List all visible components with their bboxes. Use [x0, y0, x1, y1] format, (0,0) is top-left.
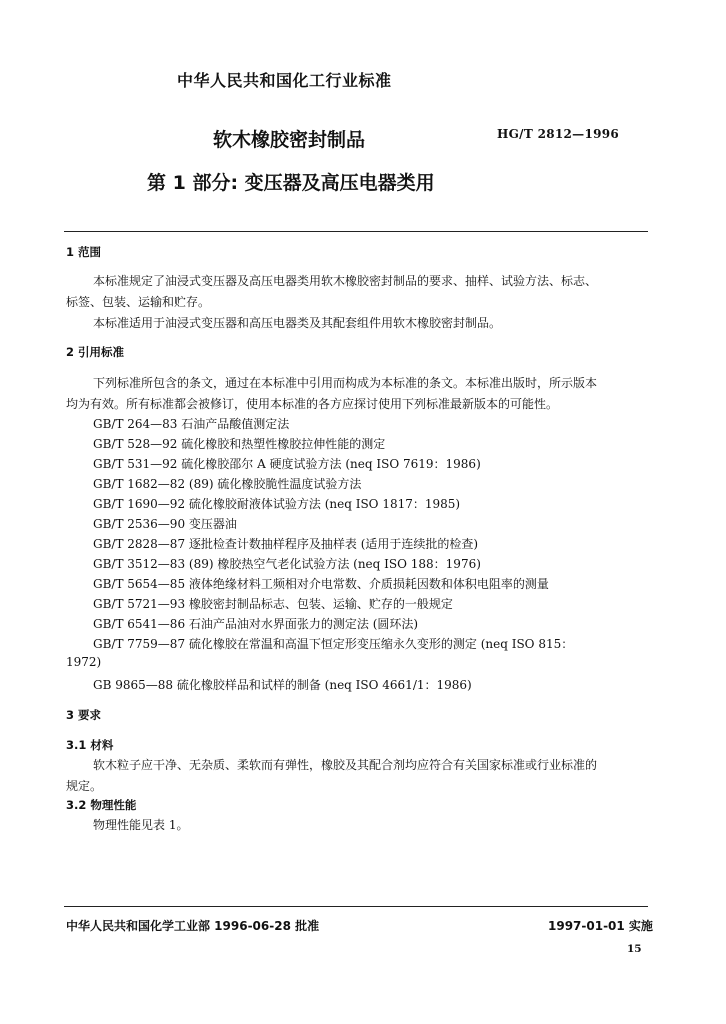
header-divider — [64, 231, 648, 232]
document-title: 软木橡胶密封制品 — [213, 129, 366, 151]
approval-line: 中华人民共和国化学工业部 1996-06-28 批准 — [66, 919, 320, 933]
section-3-heading: 3 要求 — [66, 708, 102, 722]
reference-item: GB/T 1690—92 硫化橡胶耐液体试验方法 (neq ISO 1817：1985) — [93, 497, 461, 511]
reference-item: GB/T 264—83 石油产品酸值测定法 — [93, 417, 290, 431]
reference-item: GB/T 7759—87 硫化橡胶在常温和高温下恒定形变压缩永久变形的测定 (neq ISO 815： — [93, 637, 574, 651]
reference-item: GB/T 528—92 硫化橡胶和热塑性橡胶拉伸性能的测定 — [93, 437, 386, 451]
section-1-paragraph-2: 本标准适用于油浸式变压器和高压电器类及其配套组件用软木橡胶密封制品。 — [93, 316, 502, 330]
issuing-body-title: 中华人民共和国化工行业标准 — [177, 71, 392, 90]
section-1-paragraph-1-cont: 标签、包装、运输和贮存。 — [66, 295, 211, 309]
section-3-2-heading: 3.2 物理性能 — [66, 798, 137, 812]
reference-item-cont: 1972) — [66, 655, 102, 669]
footer-divider — [64, 906, 648, 907]
section-1-paragraph-1: 本标准规定了油浸式变压器及高压电器类用软木橡胶密封制品的要求、抽样、试验方法、标志、 — [93, 274, 598, 288]
reference-item: GB/T 1682—82 (89) 硫化橡胶脆性温度试验方法 — [93, 477, 362, 491]
reference-item: GB/T 6541—86 石油产品油对水界面张力的测定法 (圆环法) — [93, 617, 419, 631]
reference-item: GB/T 5654—85 液体绝缘材料工频相对介电常数、介质损耗因数和体积电阻率的测量 — [93, 577, 549, 591]
section-2-paragraph-cont: 均为有效。所有标准都会被修订，使用本标准的各方应探讨使用下列标准最新版本的可能性。 — [66, 397, 559, 411]
section-3-1-paragraph-cont: 规定。 — [66, 779, 103, 793]
section-2-heading: 2 引用标准 — [66, 345, 125, 359]
document-subtitle: 第 1 部分: 变压器及高压电器类用 — [147, 172, 435, 194]
reference-item: GB/T 5721—93 橡胶密封制品标志、包装、运输、贮存的一般规定 — [93, 597, 453, 611]
reference-item: GB/T 2828—87 逐批检查计数抽样程序及抽样表 (适用于连续批的检查) — [93, 537, 479, 551]
reference-item: GB 9865—88 硫化橡胶样品和试样的制备 (neq ISO 4661/1：1986) — [93, 678, 472, 692]
section-3-2-paragraph: 物理性能见表 1。 — [93, 818, 189, 832]
effective-date: 1997-01-01 实施 — [548, 919, 653, 933]
section-3-1-heading: 3.1 材料 — [66, 738, 114, 752]
reference-item: GB/T 2536—90 变压器油 — [93, 517, 237, 531]
standard-number: HG/T 2812—1996 — [497, 127, 620, 141]
section-2-paragraph: 下列标准所包含的条文，通过在本标准中引用而构成为本标准的条文。本标准出版时，所示版本 — [93, 376, 598, 390]
reference-item: GB/T 531—92 硫化橡胶邵尔 A 硬度试验方法 (neq ISO 7619：1986) — [93, 457, 481, 471]
page-number: 15 — [627, 943, 642, 955]
section-3-1-paragraph: 软木粒子应干净、无杂质、柔软而有弹性，橡胶及其配合剂均应符合有关国家标准或行业标准的 — [93, 758, 598, 772]
section-1-heading: 1 范围 — [66, 245, 102, 259]
reference-item: GB/T 3512—83 (89) 橡胶热空气老化试验方法 (neq ISO 188：1976) — [93, 557, 481, 571]
